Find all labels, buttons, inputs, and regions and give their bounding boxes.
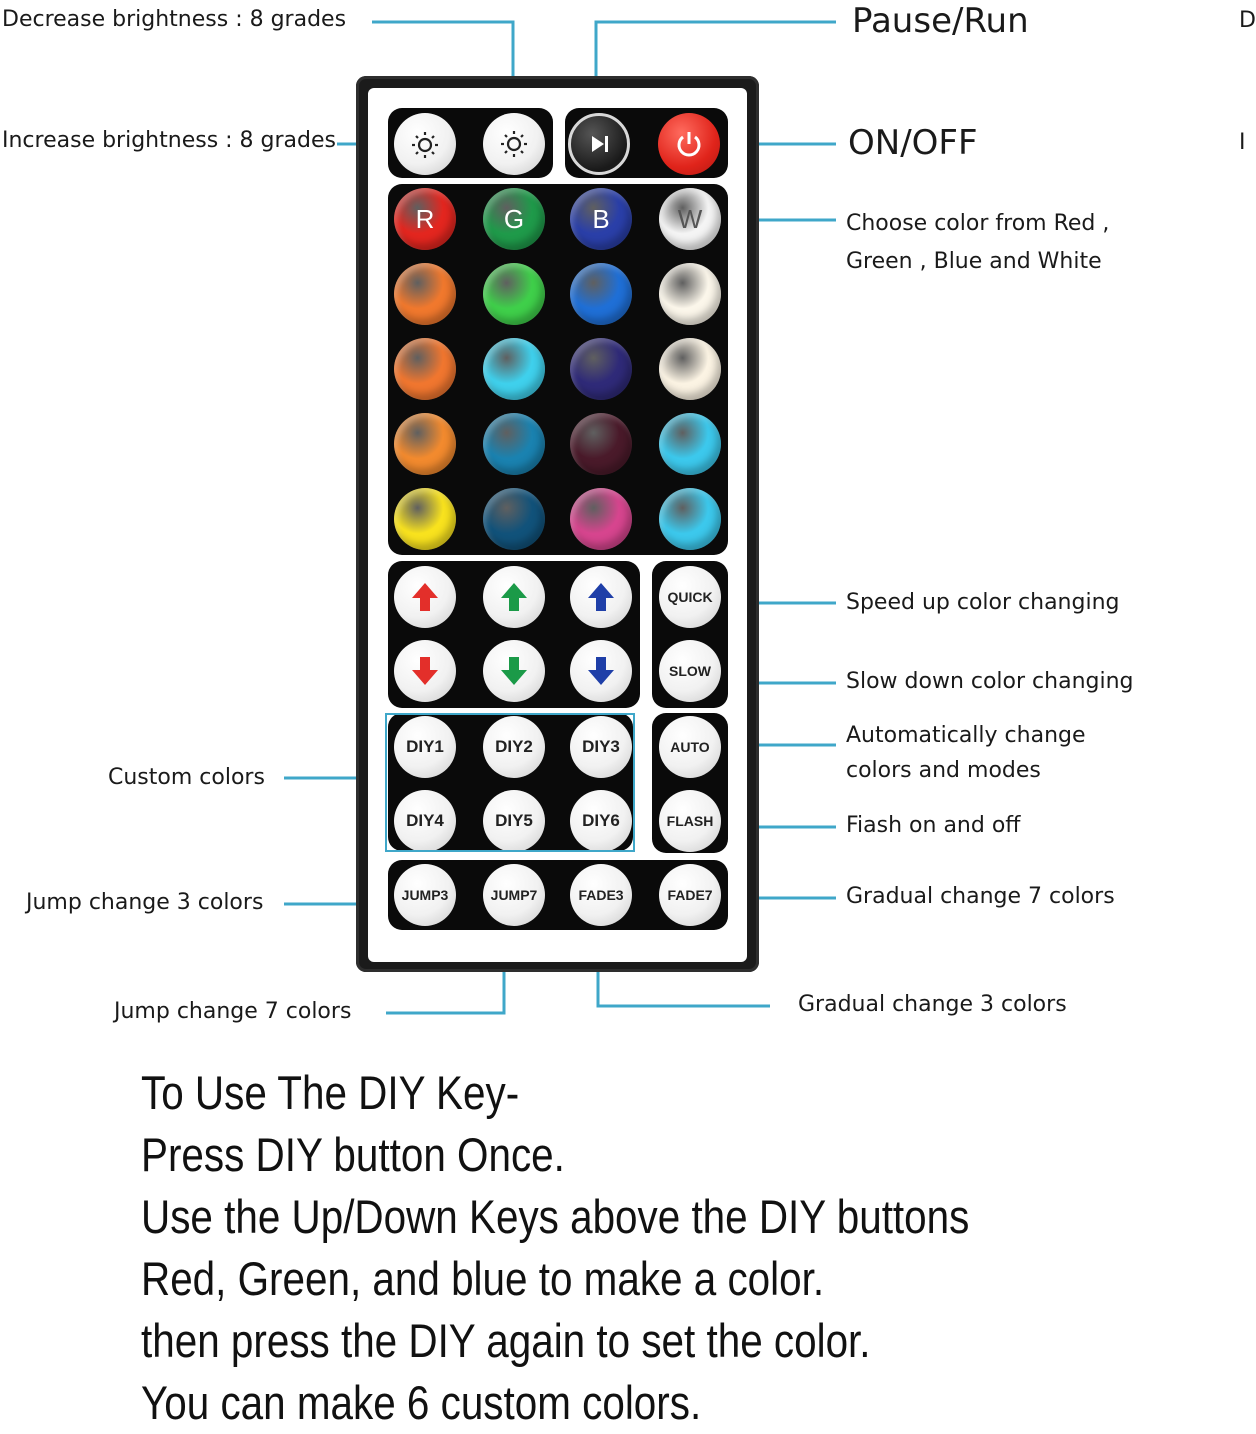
callout-speed-up: Speed up color changing xyxy=(846,590,1120,615)
callout-decrease-brightness: Decrease brightness : 8 grades xyxy=(2,7,347,32)
brightness-up-button[interactable] xyxy=(394,113,456,175)
green-up-button[interactable] xyxy=(483,566,545,628)
diy5-button[interactable]: DIY5 xyxy=(483,790,545,852)
color-button-r5c3[interactable] xyxy=(570,488,632,550)
instruction-line: then press the DIY again to set the color. xyxy=(141,1314,871,1367)
edge-text-top: D xyxy=(1239,8,1256,33)
jump3-button[interactable]: JUMP3 xyxy=(394,864,456,926)
power-button[interactable] xyxy=(658,113,720,175)
edge-text-mid: I xyxy=(1239,130,1246,155)
red-up-button[interactable] xyxy=(394,566,456,628)
pause-run-button[interactable] xyxy=(568,113,630,175)
color-button-r2c4[interactable] xyxy=(659,263,721,325)
instruction-line: Press DIY button Once. xyxy=(141,1128,565,1181)
callout-jump-3: Jump change 3 colors xyxy=(26,890,264,915)
color-button-r2c3[interactable] xyxy=(570,263,632,325)
play-pause-icon xyxy=(584,129,614,159)
arrow-up-green-icon xyxy=(499,580,529,614)
color-button-r4c1[interactable] xyxy=(394,413,456,475)
diy1-button[interactable]: DIY1 xyxy=(394,716,456,778)
color-button-g[interactable] xyxy=(483,188,545,250)
color-button-r3c1[interactable] xyxy=(394,338,456,400)
color-button-r4c4[interactable] xyxy=(659,413,721,475)
callout-on-off: ON/OFF xyxy=(848,123,978,163)
color-button-b[interactable] xyxy=(570,188,632,250)
color-button-r2c2[interactable] xyxy=(483,263,545,325)
auto-button[interactable]: AUTO xyxy=(659,716,721,778)
diy4-button[interactable]: DIY4 xyxy=(394,790,456,852)
diy2-button[interactable]: DIY2 xyxy=(483,716,545,778)
diy-instructions xyxy=(141,1062,969,1434)
color-button-r[interactable] xyxy=(394,188,456,250)
jump7-button[interactable]: JUMP7 xyxy=(483,864,545,926)
color-button-label: G xyxy=(503,203,525,234)
color-button-r3c4[interactable] xyxy=(659,338,721,400)
custom-colors-highlight xyxy=(385,713,635,852)
arrow-down-green-icon xyxy=(499,654,529,688)
color-button-r3c2[interactable] xyxy=(483,338,545,400)
callout-jump-7: Jump change 7 colors xyxy=(114,999,352,1024)
arrow-down-red-icon xyxy=(410,654,440,688)
instruction-line: Red, Green, and blue to make a color. xyxy=(141,1252,825,1305)
callout-gradual-3: Gradual change 3 colors xyxy=(798,992,1067,1017)
callout-pause-run: Pause/Run xyxy=(852,1,1029,41)
callout-slow-down: Slow down color changing xyxy=(846,669,1134,694)
blue-up-button[interactable] xyxy=(570,566,632,628)
diy6-button[interactable]: DIY6 xyxy=(570,790,632,852)
instruction-line: Use the Up/Down Keys above the DIY buttons xyxy=(141,1190,970,1243)
color-button-w[interactable] xyxy=(659,188,721,250)
quick-button[interactable]: QUICK xyxy=(659,566,721,628)
diy3-button[interactable]: DIY3 xyxy=(570,716,632,778)
color-button-r2c1[interactable] xyxy=(394,263,456,325)
color-button-r5c1[interactable] xyxy=(394,488,456,550)
color-button-r4c2[interactable] xyxy=(483,413,545,475)
flash-button[interactable]: FLASH xyxy=(659,790,721,852)
green-down-button[interactable] xyxy=(483,640,545,702)
sun-down-icon xyxy=(497,127,531,161)
slow-button[interactable]: SLOW xyxy=(659,640,721,702)
arrow-up-blue-icon xyxy=(586,580,616,614)
callout-increase-brightness: Increase brightness : 8 grades xyxy=(2,128,336,153)
instruction-line: You can make 6 custom colors. xyxy=(141,1376,702,1429)
callout-flash: Fiash on and off xyxy=(846,813,1021,838)
fade7-button[interactable]: FADE7 xyxy=(659,864,721,926)
red-down-button[interactable] xyxy=(394,640,456,702)
color-button-label: R xyxy=(415,203,435,234)
callout-choose-color-line2: Green , Blue and White xyxy=(846,249,1102,274)
power-icon xyxy=(672,127,706,161)
blue-down-button[interactable] xyxy=(570,640,632,702)
callout-gradual-7: Gradual change 7 colors xyxy=(846,884,1115,909)
arrow-down-blue-icon xyxy=(586,654,616,688)
callout-auto-line1: Automatically change xyxy=(846,723,1086,748)
color-button-r5c2[interactable] xyxy=(483,488,545,550)
color-button-r5c4[interactable] xyxy=(659,488,721,550)
callout-auto-line2: colors and modes xyxy=(846,758,1041,783)
arrow-up-red-icon xyxy=(410,580,440,614)
brightness-down-button[interactable] xyxy=(483,113,545,175)
sun-up-icon xyxy=(408,127,442,161)
color-button-r4c3[interactable] xyxy=(570,413,632,475)
callout-custom-colors: Custom colors xyxy=(108,765,265,790)
color-button-label: B xyxy=(592,203,610,234)
callout-choose-color-line1: Choose color from Red , xyxy=(846,211,1110,236)
fade3-button[interactable]: FADE3 xyxy=(570,864,632,926)
instruction-line: To Use The DIY Key- xyxy=(141,1066,520,1119)
color-button-r3c3[interactable] xyxy=(570,338,632,400)
color-button-label: W xyxy=(677,203,703,234)
